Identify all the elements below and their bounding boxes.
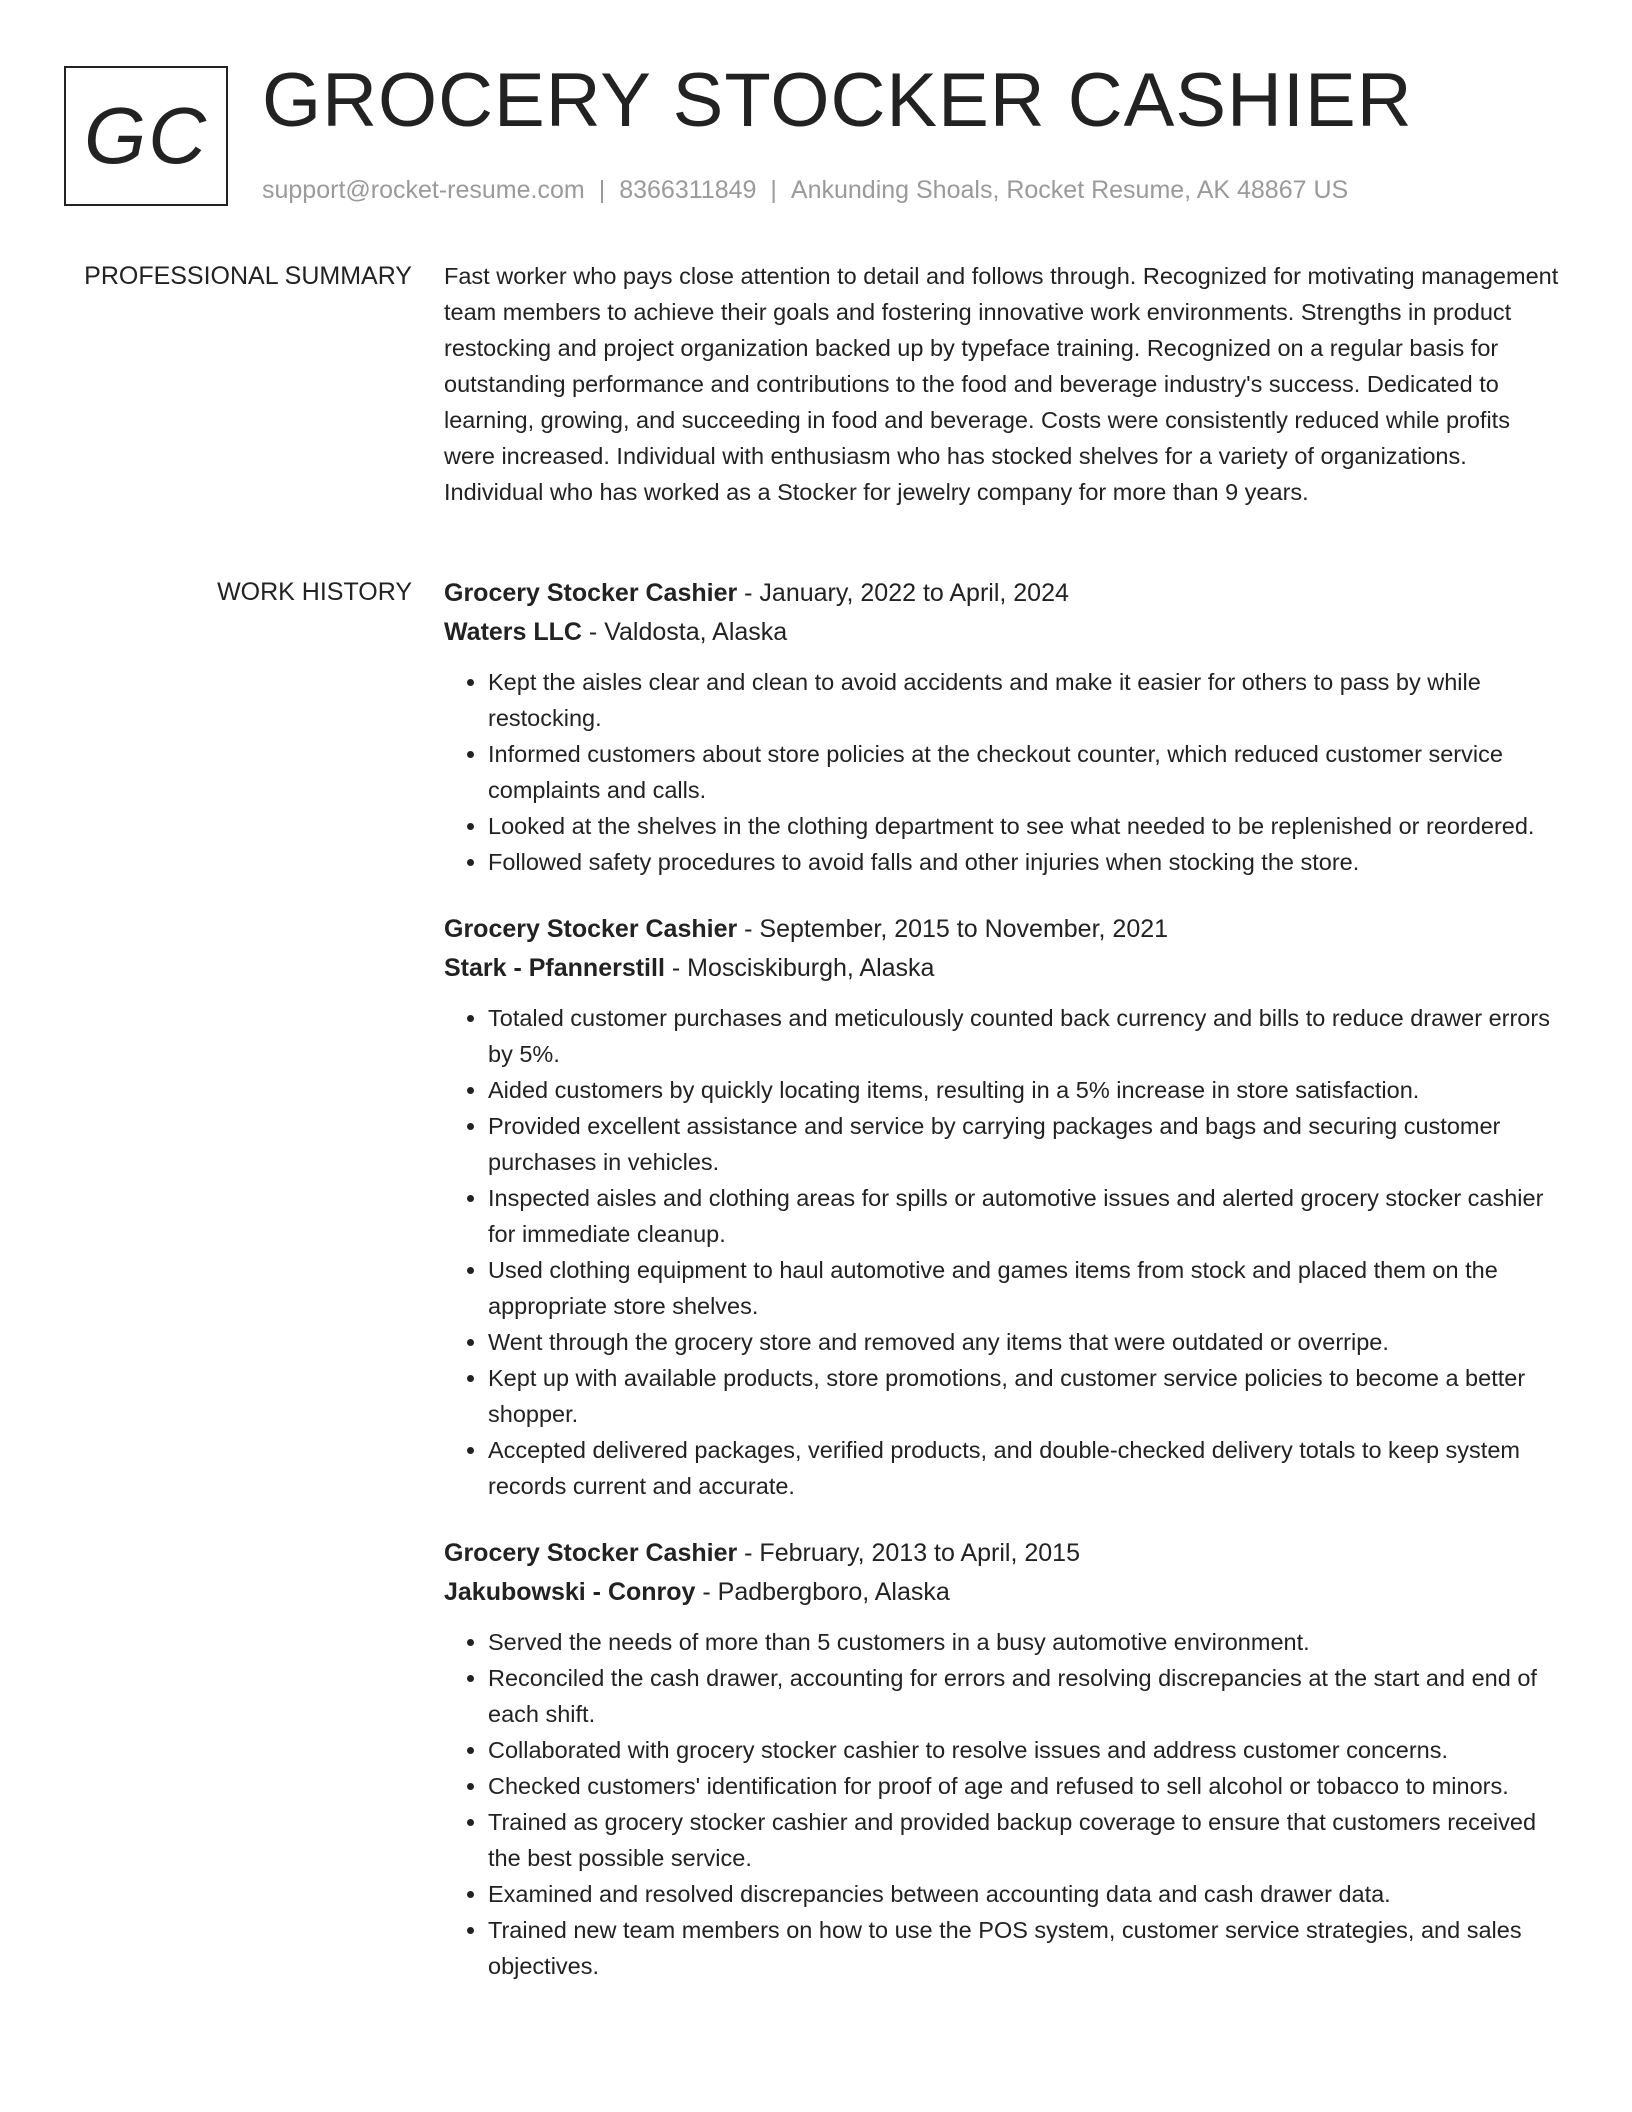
work-history-body xyxy=(444,574,1560,2014)
job-dates: - February, 2013 to April, 2015 xyxy=(737,1539,1080,1567)
job-company-line xyxy=(444,949,1560,988)
job-dates: - September, 2015 to November, 2021 xyxy=(737,915,1169,943)
job-bullet: • Trained new team members on how to use the POS system, customer service strategies, and sales objectives. xyxy=(488,1912,1560,1984)
job-bullet: • Looked at the shelves in the clothing department to see what needed to be replenished or reordered. xyxy=(488,808,1560,844)
job-title-line xyxy=(444,574,1560,613)
job-bullet: • Informed customers about store policies at the checkout counter, which reduced customer service complaints and calls. xyxy=(488,736,1560,808)
job-company: Jakubowski - Conroy xyxy=(444,1578,696,1606)
job-company: Stark - Pfannerstill xyxy=(444,954,665,982)
job-company-line xyxy=(444,1573,1560,1612)
job-entry xyxy=(444,1534,1560,1984)
job-bullet: • Accepted delivered packages, verified products, and double-checked delivery totals to keep system records current and accurate. xyxy=(488,1432,1560,1504)
job-bullet: • Went through the grocery store and removed any items that were outdated or overripe. xyxy=(488,1324,1560,1360)
job-bullet: • Checked customers' identification for proof of age and refused to sell alcohol or tobacco to minors. xyxy=(488,1768,1560,1804)
summary-body xyxy=(444,258,1560,510)
section-label-work-history: WORK HISTORY xyxy=(217,578,412,606)
section-label-summary: PROFESSIONAL SUMMARY xyxy=(84,262,412,290)
job-location: - Valdosta, Alaska xyxy=(581,618,788,646)
contact-line xyxy=(262,172,1348,208)
job-dates: - January, 2022 to April, 2024 xyxy=(737,579,1069,607)
candidate-name: GROCERY STOCKER CASHIER xyxy=(262,58,1413,143)
job-bullet: • Aided customers by quickly locating items, resulting in a 5% increase in store satisfaction. xyxy=(488,1072,1560,1108)
job-bullet: • Totaled customer purchases and meticulously counted back currency and bills to reduce drawer errors by 5%. xyxy=(488,1000,1560,1072)
job-title: Grocery Stocker Cashier xyxy=(444,579,738,607)
job-bullet: • Examined and resolved discrepancies between accounting data and cash drawer data. xyxy=(488,1876,1560,1912)
job-bullet: • Trained as grocery stocker cashier and provided backup coverage to ensure that customers received the best possible service. xyxy=(488,1804,1560,1876)
contact-phone: 8366311849 xyxy=(619,176,757,204)
job-entry xyxy=(444,574,1560,880)
contact-separator: | xyxy=(598,176,606,204)
job-title: Grocery Stocker Cashier xyxy=(444,1539,738,1567)
job-bullet: • Kept the aisles clear and clean to avoid accidents and make it easier for others to pass by while restocking. xyxy=(488,664,1560,736)
contact-email: support@rocket-resume.com xyxy=(262,176,585,204)
monogram-badge: GC xyxy=(64,66,228,206)
job-bullet-list xyxy=(444,664,1560,880)
summary-text: Fast worker who pays close attention to detail and follows through. Recognized for motivating management team members to achieve their goals and fostering innovative work environments. Strengths in product restocking and project organization backed up by typeface training. Recognized on a regular basis for outstanding performance and contributions to the food and beverage industry's success. Dedicated to learning, growing, and succeeding in food and beverage. Costs were consistently reduced while profits were increased. Individual with enthusiasm who has stocked shelves for a variety of organizations. Individual who has worked as a Stocker for jewelry company for more than 9 years. xyxy=(444,263,1559,505)
job-company: Waters LLC xyxy=(444,618,582,646)
job-location: - Padbergboro, Alaska xyxy=(695,1578,950,1606)
job-bullet: • Followed safety procedures to avoid falls and other injuries when stocking the store. xyxy=(488,844,1560,880)
job-bullet: • Served the needs of more than 5 customers in a busy automotive environment. xyxy=(488,1624,1560,1660)
contact-address: Ankunding Shoals, Rocket Resume, AK 48867 US xyxy=(790,176,1349,204)
job-entry xyxy=(444,910,1560,1504)
job-bullet: • Inspected aisles and clothing areas for spills or automotive issues and alerted grocery stocker cashier for immediate cleanup. xyxy=(488,1180,1560,1252)
job-bullet: • Provided excellent assistance and service by carrying packages and bags and securing customer purchases in vehicles. xyxy=(488,1108,1560,1180)
contact-separator: | xyxy=(770,176,777,204)
job-bullet: • Used clothing equipment to haul automotive and games items from stock and placed them on the appropriate store shelves. xyxy=(488,1252,1560,1324)
job-bullet-list xyxy=(444,1000,1560,1504)
job-location: - Mosciskiburgh, Alaska xyxy=(664,954,935,982)
job-title-line xyxy=(444,910,1560,949)
job-bullet: • Collaborated with grocery stocker cashier to resolve issues and address customer concerns. xyxy=(488,1732,1560,1768)
job-title-line xyxy=(444,1534,1560,1573)
job-bullet: • Kept up with available products, store promotions, and customer service policies to become a better shopper. xyxy=(488,1360,1560,1432)
job-company-line xyxy=(444,613,1560,652)
job-bullet-list xyxy=(444,1624,1560,1984)
job-title: Grocery Stocker Cashier xyxy=(444,915,738,943)
job-bullet: • Reconciled the cash drawer, accounting for errors and resolving discrepancies at the start and end of each shift. xyxy=(488,1660,1560,1732)
